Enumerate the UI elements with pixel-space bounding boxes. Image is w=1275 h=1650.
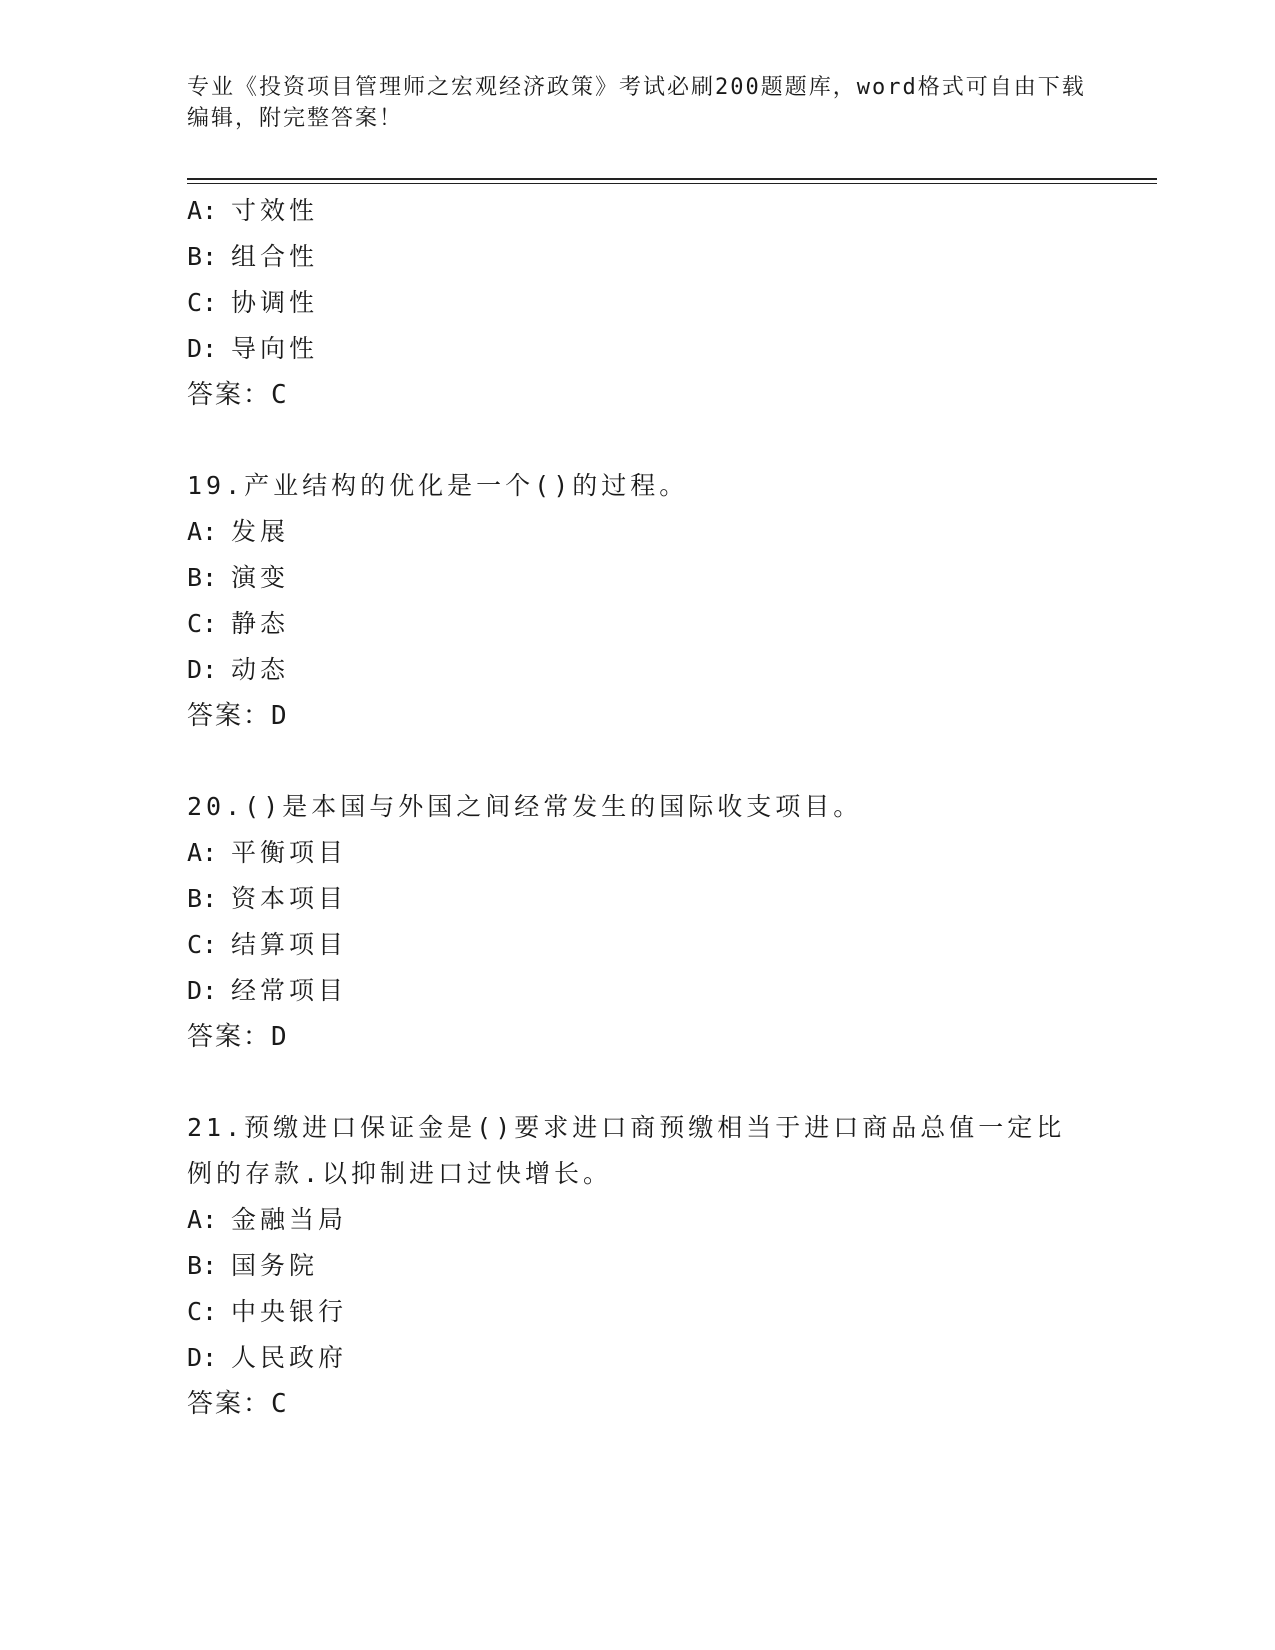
option-b xyxy=(187,1243,1157,1289)
option-text: 资本项目 xyxy=(231,884,348,913)
document-header: 专业《投资项目管理师之宏观经济政策》考试必刷200题题库，word格式可自由下载编辑，附完整答案！ xyxy=(187,75,1086,131)
answer-label: 答案： xyxy=(187,380,272,410)
option-text: 协调性 xyxy=(231,288,319,317)
option-d xyxy=(187,1335,1157,1381)
option-text: 发展 xyxy=(231,517,290,546)
option-b xyxy=(187,234,1157,280)
answer-label: 答案： xyxy=(187,1022,272,1052)
option-text: 国务院 xyxy=(231,1251,319,1280)
option-d xyxy=(187,647,1157,693)
option-c xyxy=(187,1289,1157,1335)
option-d xyxy=(187,968,1157,1014)
option-text: 人民政府 xyxy=(231,1343,348,1372)
option-text: 动态 xyxy=(231,655,290,684)
option-c xyxy=(187,280,1157,326)
answer-line xyxy=(187,1014,1157,1060)
option-text: 导向性 xyxy=(231,334,319,363)
option-a xyxy=(187,188,1157,234)
answer-value: D xyxy=(271,701,289,731)
option-key: B: xyxy=(187,884,218,913)
question-stem: 19.产业结构的优化是一个()的过程。 xyxy=(187,471,689,500)
question-stem: 21.预缴进口保证金是()要求进口商预缴相当于进口商品总值一定比例的存款.以抑制进口过快增长。 xyxy=(187,1113,1066,1188)
question-stem: 20.()是本国与外国之间经常发生的国际收支项目。 xyxy=(187,792,863,821)
option-a xyxy=(187,1197,1157,1243)
option-key: D: xyxy=(187,1343,218,1372)
header-divider xyxy=(187,178,1157,184)
option-key: C: xyxy=(187,288,218,317)
answer-value: C xyxy=(271,380,289,410)
option-key: A: xyxy=(187,1205,218,1234)
answer-line xyxy=(187,693,1157,739)
answer-value: C xyxy=(271,1389,289,1419)
option-key: C: xyxy=(187,609,218,638)
question-18-continued xyxy=(187,188,1157,418)
option-text: 中央银行 xyxy=(231,1297,348,1326)
answer-value: D xyxy=(271,1022,289,1052)
option-text: 金融当局 xyxy=(231,1205,348,1234)
answer-label: 答案： xyxy=(187,701,272,731)
question-21 xyxy=(187,1105,1157,1427)
option-b xyxy=(187,876,1157,922)
option-text: 演变 xyxy=(231,563,290,592)
answer-label: 答案： xyxy=(187,1389,272,1419)
question-20 xyxy=(187,784,1157,1060)
option-text: 静态 xyxy=(231,609,290,638)
option-key: B: xyxy=(187,563,218,592)
option-key: A: xyxy=(187,517,218,546)
option-key: D: xyxy=(187,334,218,363)
option-key: D: xyxy=(187,655,218,684)
option-text: 结算项目 xyxy=(231,930,348,959)
answer-line xyxy=(187,372,1157,418)
question-19 xyxy=(187,463,1157,739)
option-text: 组合性 xyxy=(231,242,319,271)
document-content xyxy=(187,188,1157,1427)
option-a xyxy=(187,830,1157,876)
option-a xyxy=(187,509,1157,555)
option-key: B: xyxy=(187,1251,218,1280)
option-c xyxy=(187,922,1157,968)
option-key: D: xyxy=(187,976,218,1005)
option-key: B: xyxy=(187,242,218,271)
option-key: C: xyxy=(187,930,218,959)
option-key: A: xyxy=(187,838,218,867)
option-b xyxy=(187,555,1157,601)
answer-line xyxy=(187,1381,1157,1427)
option-text: 经常项目 xyxy=(231,976,348,1005)
option-key: A: xyxy=(187,196,218,225)
option-c xyxy=(187,601,1157,647)
option-key: C: xyxy=(187,1297,218,1326)
option-d xyxy=(187,326,1157,372)
option-text: 寸效性 xyxy=(231,196,319,225)
document-page xyxy=(187,0,1157,1650)
option-text: 平衡项目 xyxy=(231,838,348,867)
